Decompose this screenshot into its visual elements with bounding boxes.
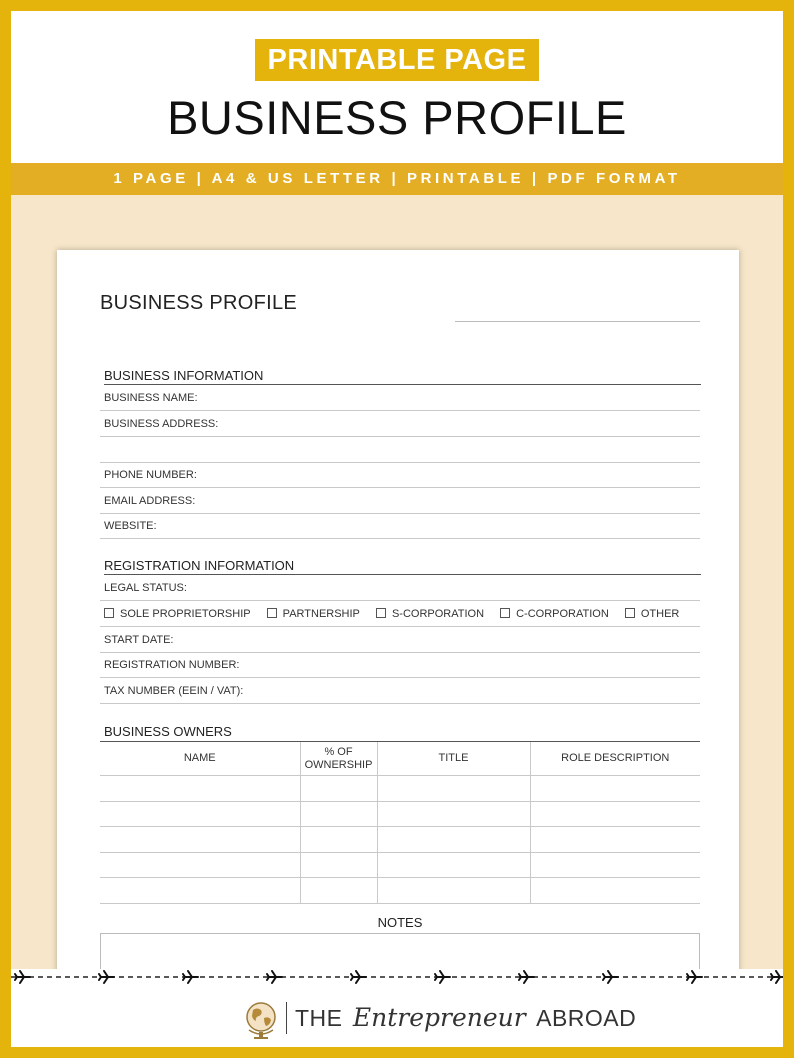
- airplane-icon: [183, 971, 198, 983]
- table-cell[interactable]: [100, 852, 300, 878]
- table-row: [100, 801, 700, 827]
- table-cell[interactable]: [377, 852, 530, 878]
- option-other[interactable]: [625, 601, 680, 627]
- field-address-line-2: [100, 437, 700, 463]
- printable-sheet: [57, 250, 739, 969]
- legal-status-options: [100, 601, 700, 627]
- checkbox-icon: [376, 608, 386, 618]
- option-label: SOLE PROPRIETORSHIP: [120, 608, 251, 620]
- option-label: OTHER: [640, 608, 680, 620]
- column-name: NAME: [100, 742, 300, 776]
- table-row: [100, 776, 700, 802]
- airplane-icon: [519, 971, 534, 983]
- printable-page-tag: PRINTABLE PAGE: [255, 39, 539, 81]
- table-row: [100, 878, 700, 904]
- brand-the: THE: [295, 1005, 343, 1031]
- option-label: PARTNERSHIP: [282, 608, 360, 620]
- option-label: S-CORPORATION: [391, 608, 485, 620]
- table-cell[interactable]: [530, 776, 700, 802]
- airplane-icon: [351, 971, 366, 983]
- table-cell[interactable]: [300, 852, 377, 878]
- airplane-icon: [99, 971, 114, 983]
- section-registration-information: REGISTRATION INFORMATION: [104, 558, 701, 575]
- owners-header-row: [100, 742, 700, 776]
- option-label: C-CORPORATION: [516, 608, 609, 620]
- table-cell[interactable]: [530, 801, 700, 827]
- column-ownership: % OF OWNERSHIP: [300, 742, 377, 776]
- airplane-divider: [11, 969, 783, 986]
- globe-icon: [243, 1000, 279, 1040]
- footer: [11, 986, 783, 1047]
- title-line: [455, 321, 700, 322]
- table-cell[interactable]: [300, 878, 377, 904]
- table-cell[interactable]: [530, 827, 700, 853]
- table-cell[interactable]: [530, 852, 700, 878]
- table-cell[interactable]: [530, 878, 700, 904]
- table-cell[interactable]: [100, 801, 300, 827]
- section-business-owners: BUSINESS OWNERS: [104, 724, 232, 739]
- field-tax-number: TAX NUMBER (EEIN / VAT):: [100, 678, 700, 704]
- brand-abroad: ABROAD: [536, 1005, 637, 1031]
- column-role-description: ROLE DESCRIPTION: [530, 742, 700, 776]
- airplane-icon: [603, 971, 618, 983]
- field-email-address: EMAIL ADDRESS:: [100, 488, 700, 514]
- logo-separator: [286, 1002, 287, 1034]
- airplane-icon: [771, 971, 783, 983]
- table-cell[interactable]: [377, 827, 530, 853]
- table-cell[interactable]: [100, 878, 300, 904]
- option-c-corporation[interactable]: [500, 601, 609, 627]
- sheet-title: BUSINESS PROFILE: [100, 292, 298, 314]
- table-cell[interactable]: [300, 827, 377, 853]
- airplane-icon: [435, 971, 450, 983]
- table-row: [100, 827, 700, 853]
- table-cell[interactable]: [377, 878, 530, 904]
- table-cell[interactable]: [100, 776, 300, 802]
- product-title: BUSINESS PROFILE: [167, 91, 627, 144]
- column-title: TITLE: [377, 742, 530, 776]
- field-start-date: START DATE:: [100, 627, 700, 653]
- notes-label: NOTES: [377, 915, 423, 930]
- preview-area: [11, 195, 783, 969]
- table-cell[interactable]: [300, 776, 377, 802]
- field-registration-number: REGISTRATION NUMBER:: [100, 652, 700, 678]
- brand-logo-text: [295, 1000, 636, 1036]
- checkbox-icon: [267, 608, 277, 618]
- field-business-name: BUSINESS NAME:: [100, 385, 700, 411]
- airplane-icon: [15, 971, 30, 983]
- checkbox-icon: [500, 608, 510, 618]
- checkbox-icon: [625, 608, 635, 618]
- dashed-flight-path: [11, 969, 783, 986]
- section-business-information: BUSINESS INFORMATION: [104, 368, 701, 385]
- table-cell[interactable]: [377, 776, 530, 802]
- info-strip: 1 PAGE | A4 & US LETTER | PRINTABLE | PDF FORMAT: [11, 163, 783, 195]
- field-phone-number: PHONE NUMBER:: [100, 462, 700, 488]
- field-website: WEBSITE:: [100, 513, 700, 539]
- notes-box: [100, 933, 700, 969]
- table-cell[interactable]: [100, 827, 300, 853]
- airplane-icon: [267, 971, 282, 983]
- table-cell[interactable]: [377, 801, 530, 827]
- table-cell[interactable]: [300, 801, 377, 827]
- checkbox-icon: [104, 608, 114, 618]
- airplane-icon: [687, 971, 702, 983]
- table-row: [100, 852, 700, 878]
- field-legal-status: LEGAL STATUS:: [100, 575, 700, 601]
- brand-script: Entrepreneur: [352, 1003, 526, 1032]
- option-partnership[interactable]: [267, 601, 360, 627]
- field-business-address: BUSINESS ADDRESS:: [100, 411, 700, 437]
- owners-table: [100, 741, 700, 904]
- option-s-corporation[interactable]: [376, 601, 484, 627]
- header: [11, 11, 783, 163]
- option-sole-proprietorship[interactable]: [104, 601, 251, 627]
